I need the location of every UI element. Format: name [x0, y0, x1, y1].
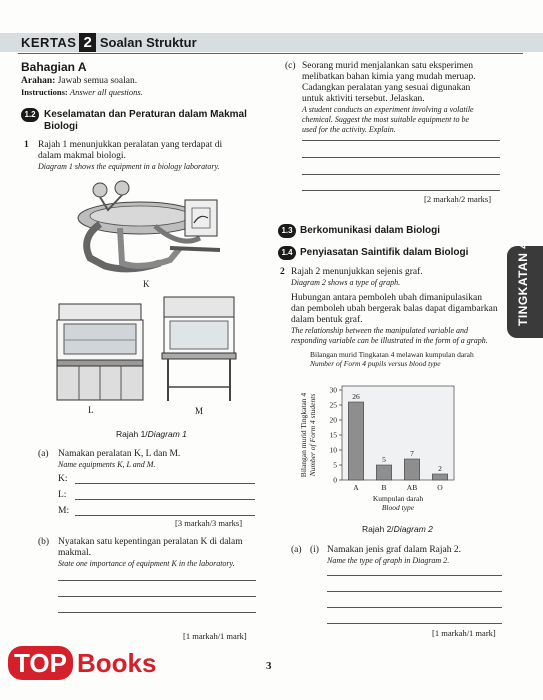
paper-number: 2 — [79, 33, 95, 52]
laminar-flow-cabinet-illustration — [160, 295, 238, 405]
kertas-label: KERTAS — [21, 35, 77, 50]
logo-books: Books — [76, 647, 157, 678]
answer-2ai-line-4[interactable] — [327, 623, 502, 624]
question-2ai-marks: [1 markah/1 mark] — [432, 628, 496, 638]
x-tick-label: AB — [406, 483, 418, 492]
question-2ai-text: Namakan jenis graf dalam Rajah 2. Name the type of graph in Diagram 2. — [327, 545, 462, 565]
question-1a-marks: [3 markah/3 marks] — [175, 518, 243, 528]
section-title: Bahagian A — [21, 60, 87, 74]
answer-k-label: K: — [58, 474, 68, 484]
answer-1c-line-1[interactable] — [302, 140, 500, 141]
question-1b-label: (b) — [38, 537, 50, 547]
question-1b-marks: [1 markah/1 mark] — [183, 631, 247, 641]
bar-value-label: 2 — [438, 464, 442, 473]
blood-type-bar-chart — [290, 370, 470, 520]
y-tick-label: 0 — [333, 475, 337, 485]
label-m: M — [195, 406, 204, 416]
eyewash-station-illustration — [60, 178, 240, 283]
question-2a-sub-label: (i) — [310, 545, 319, 555]
bar-value-label: 7 — [410, 449, 414, 458]
topbooks-logo — [8, 645, 156, 681]
question-2-text: Rajah 2 menunjukkan sejenis graf. Diagram 2 shows a type of graph. — [291, 267, 423, 287]
answer-1b-line-2[interactable] — [58, 596, 256, 597]
question-1b-text: Nyatakan satu kepentingan peralatan K di dalam makmal. State one importance of equipment K in the laboratory. — [58, 537, 243, 568]
logo-top: TOP — [8, 646, 73, 680]
question-1-number: 1 — [24, 140, 29, 150]
y-tick-label: 5 — [333, 460, 337, 470]
x-tick-label: A — [353, 483, 359, 492]
question-1a-text: Namakan peralatan K, L dan M. Name equipments K, L and M. — [58, 449, 181, 469]
answer-1c-line-3[interactable] — [302, 174, 500, 175]
answer-k-line[interactable] — [75, 483, 255, 484]
answer-1c-line-2[interactable] — [302, 157, 500, 158]
arahan: Arahan: Jawab semua soalan. — [21, 76, 138, 86]
answer-1b-line-1[interactable] — [58, 580, 256, 581]
question-2a-label: (a) — [291, 545, 302, 555]
answer-m-line[interactable] — [75, 515, 255, 516]
y-tick-label: 10 — [329, 445, 337, 455]
label-l: L — [88, 405, 94, 415]
topic-badge-1-3: 1.3 — [278, 224, 296, 238]
answer-1b-line-3[interactable] — [58, 612, 256, 613]
topic-badge-1-2: 1.2 — [21, 108, 39, 122]
bar-b — [376, 465, 391, 480]
question-1c-marks: [2 markah/2 marks] — [424, 194, 492, 204]
chart-title-block — [310, 350, 474, 368]
topic-title-1-2: Keselamatan dan Peraturan dalam Makmal Biologi — [44, 109, 247, 132]
answer-m-label: M: — [58, 506, 70, 516]
topic-title-1-3: Berkomunikasi dalam Biologi — [300, 225, 441, 236]
page-number: 3 — [266, 660, 272, 672]
y-axis-label: Bilangan murid Tingkatan 4 — [299, 392, 308, 478]
question-1c-label: (c) — [285, 61, 296, 71]
chart-subtitle: Number of Form 4 pupils versus blood type — [310, 359, 441, 368]
bar-ab — [404, 459, 419, 480]
bar-a — [348, 402, 363, 480]
label-k: K — [143, 279, 150, 289]
bar-value-label: 26 — [352, 392, 360, 401]
instructions: Instructions: Answer all questions. — [21, 87, 143, 97]
question-1a-label: (a) — [38, 449, 49, 459]
diagram-1-caption: Rajah 1/Diagram 1 — [116, 429, 187, 439]
x-axis-label: Kumpulan darah — [372, 494, 424, 503]
question-1-text: Rajah 1 menunjukkan peralatan yang terdapat di dalam makmal biologi. Diagram 1 shows the equipment in a biology laboratory. — [38, 140, 223, 171]
x-tick-label: O — [437, 483, 443, 492]
y-tick-label: 15 — [329, 430, 337, 440]
answer-2ai-line-1[interactable] — [327, 575, 502, 576]
y-tick-label: 30 — [329, 385, 337, 395]
paper-header — [21, 33, 197, 52]
chart-title: Bilangan murid Tingkatan 4 melawan kumpulan darah — [310, 350, 474, 359]
question-1c-text: Seorang murid menjalankan satu eksperimen melibatkan bahan kimia yang mudah meruap. Cadangkan peralatan yang sesuai digunakan untuk aktiviti tersebut. Jelaskan. A student conducts an experiment involving a volatile chemical. Suggest the most suitable equipment to be used for the activity. Explain. — [302, 61, 476, 134]
answer-1c-line-4[interactable] — [302, 190, 500, 191]
y-axis-label-en: Number of Form 4 students — [308, 393, 317, 477]
form-side-tab: TINGKATAN 4 — [507, 246, 543, 338]
topic-title-1-4: Penyiasatan Saintifik dalam Biologi — [300, 247, 469, 258]
diagram-2-caption: Rajah 2/Diagram 2 — [362, 524, 433, 534]
y-tick-label: 25 — [329, 400, 337, 410]
answer-l-line[interactable] — [75, 499, 255, 500]
answer-l-label: L: — [58, 490, 67, 500]
bar-value-label: 5 — [382, 455, 386, 464]
x-axis-label-en: Blood type — [381, 503, 415, 512]
bar-o — [432, 474, 447, 480]
header-rule — [18, 53, 523, 54]
paper-title: Soalan Struktur — [99, 35, 197, 50]
fume-cupboard-illustration — [54, 300, 144, 402]
question-2-number: 2 — [280, 267, 285, 277]
topic-badge-1-4: 1.4 — [278, 246, 296, 260]
answer-2ai-line-3[interactable] — [327, 607, 502, 608]
x-tick-label: B — [381, 483, 387, 492]
y-tick-label: 20 — [329, 415, 337, 425]
answer-2ai-line-2[interactable] — [327, 591, 502, 592]
question-2-paragraph: Hubungan antara pemboleh ubah dimanipulasikan dan pemboleh ubah bergerak balas dapat digambarkan dalam bentuk graf. The relationship between the manipulated variable and responding variable can be illustrated in the form of a graph. — [291, 293, 498, 345]
